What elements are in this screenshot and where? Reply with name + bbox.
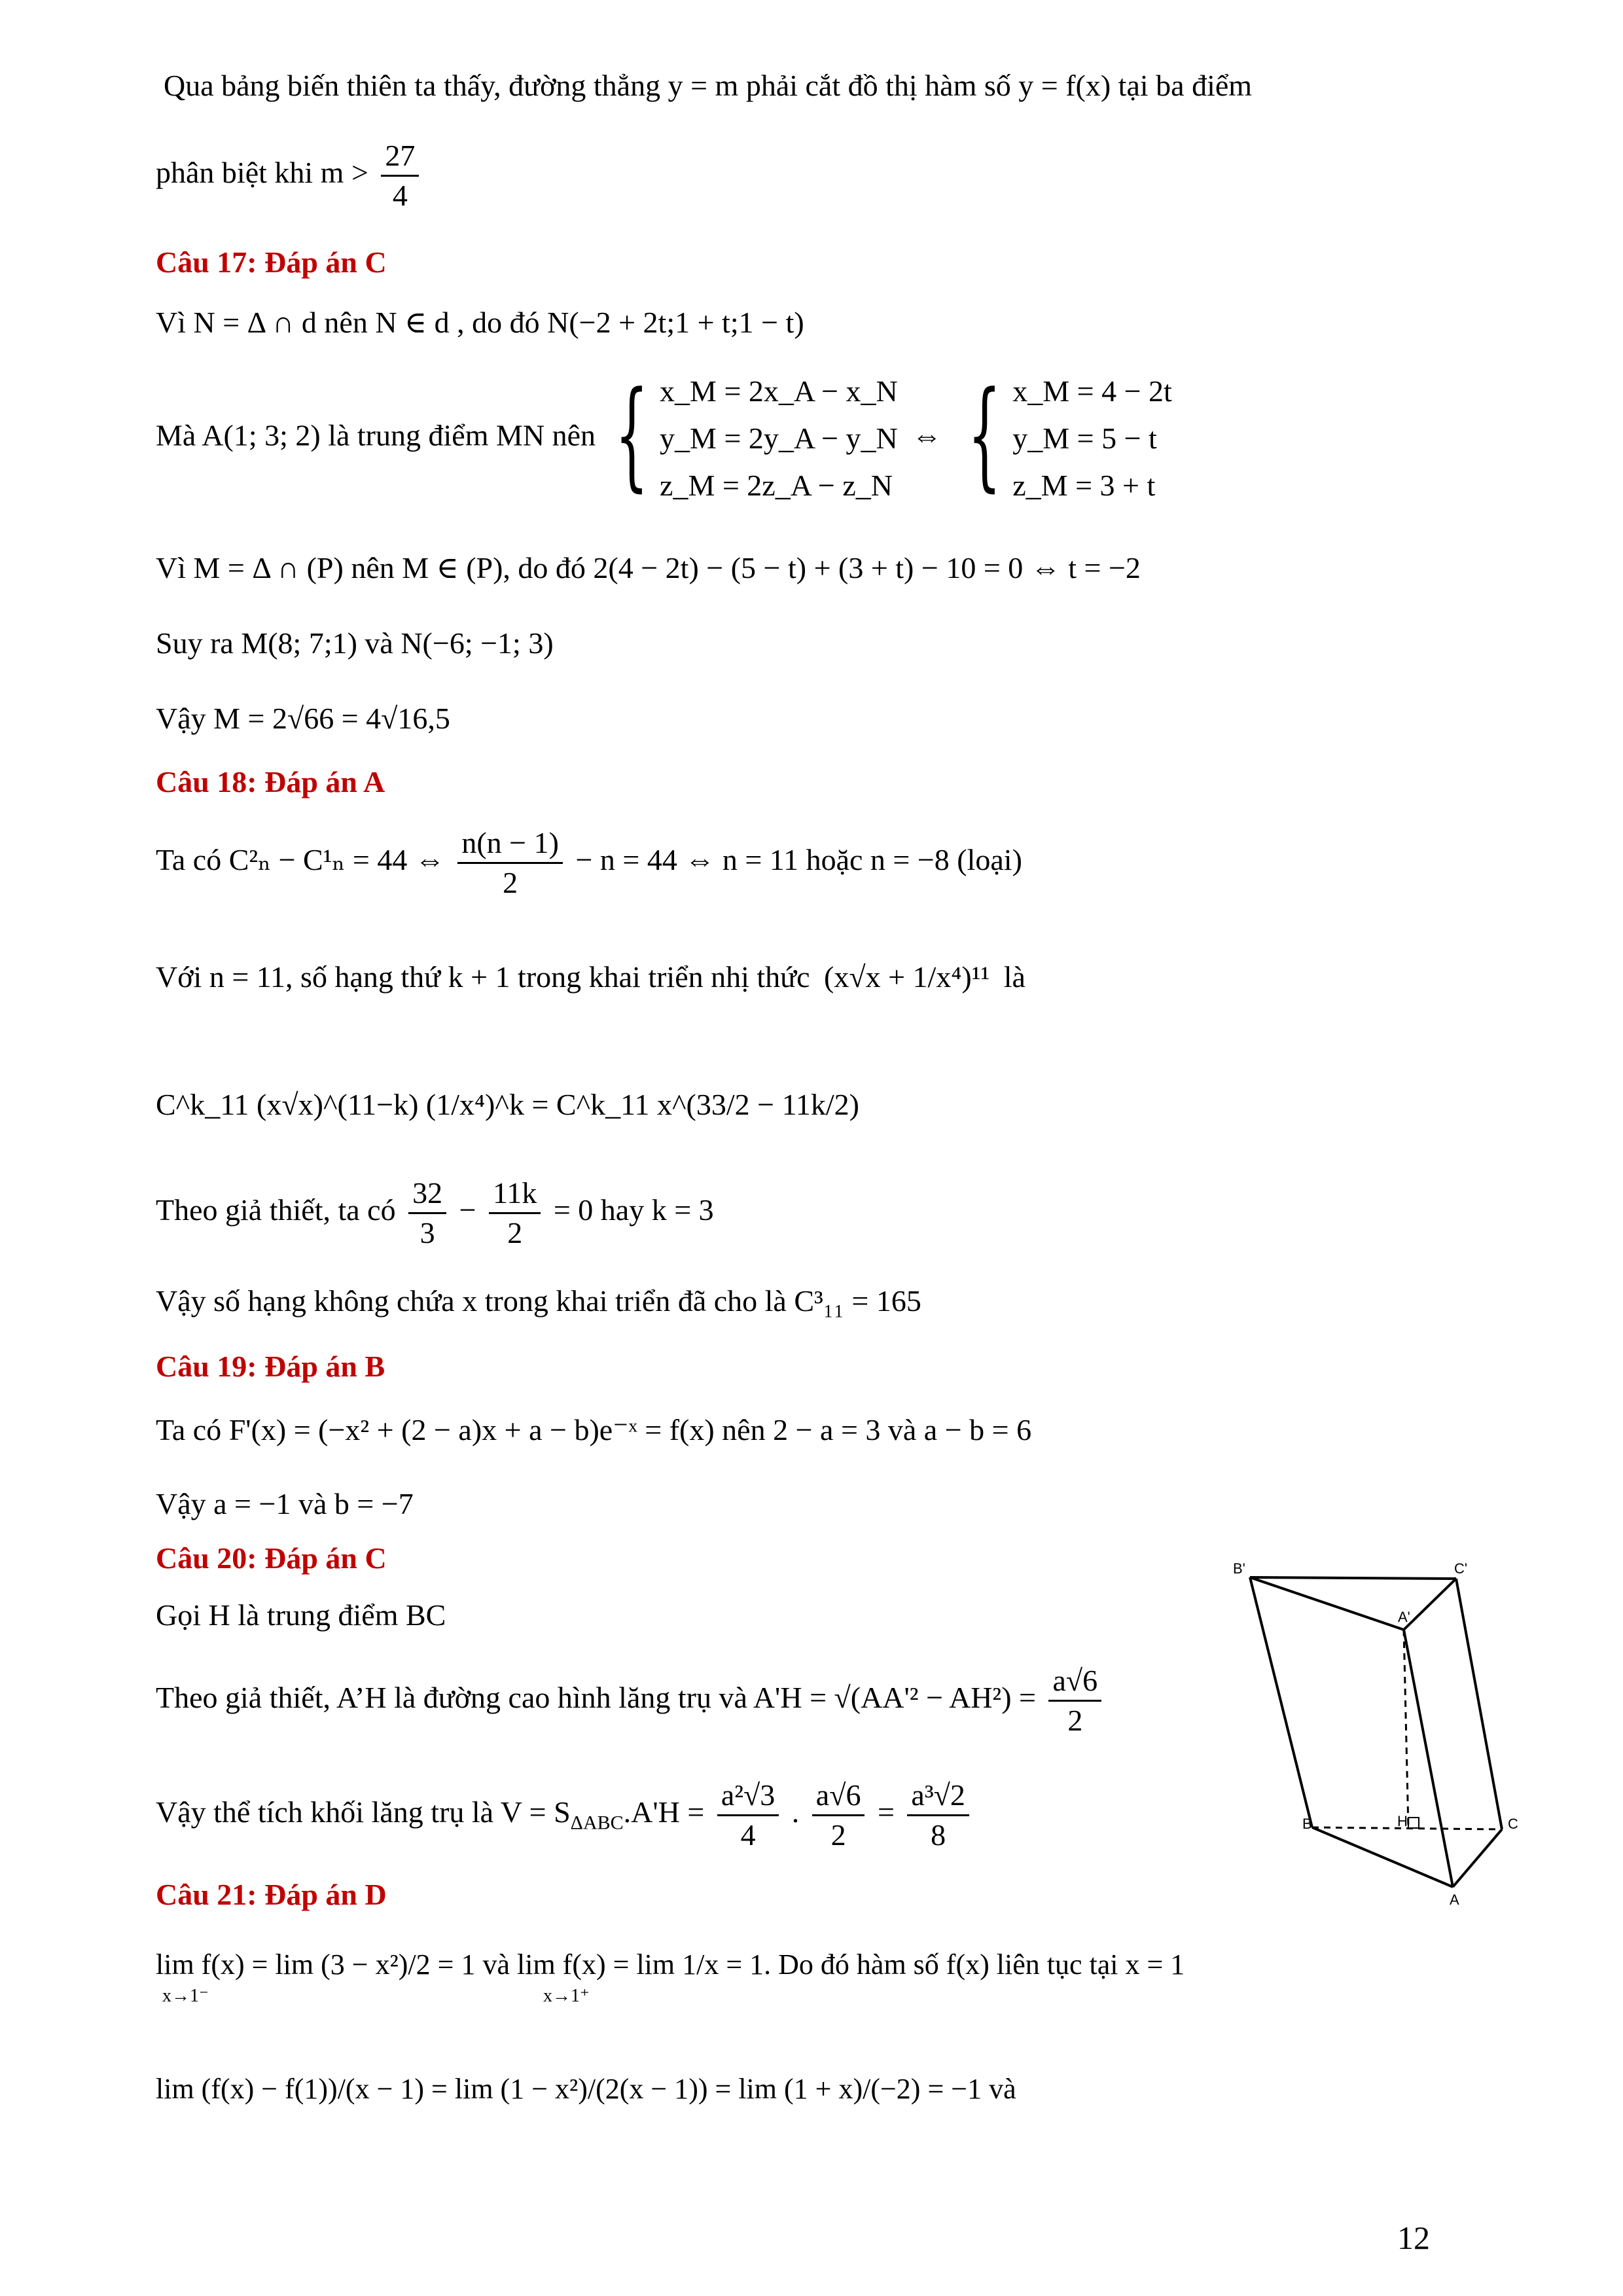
equation: x_M = 2x_A − x_N [660,374,898,408]
limit-subscript: x→1⁺ [543,1986,590,2006]
denominator: 2 [830,1818,846,1852]
edge-c1c [1456,1579,1502,1829]
text-line [156,367,1172,503]
text-line: C^k_11 (x√x)^(11−k) (1/x⁴)^k = C^k_11 x^(33/2 − 11k/2) [156,1088,859,1121]
numerator: 11k [489,1178,541,1214]
question-heading [156,247,387,278]
text-line: Suy ra M(8; 7;1) và N(−6; −1; 3) [156,626,554,660]
numerator: 27 [381,141,419,177]
denominator: 2 [1067,1704,1083,1737]
text-line: Vậy số hạng không chứa x trong khai triển đã cho là C³₁₁ = 165 [156,1284,921,1318]
answer-label: Đáp án B [264,1350,385,1383]
page-number: 12 [1397,2219,1430,2256]
edge-ba [1312,1827,1453,1887]
equivalence-symbol: ⇔ [912,418,942,452]
label-b1: B' [1233,1560,1245,1577]
text-line: Vì N = Δ ∩ d nên N ∈ d , do đó N(−2 + 2t;1 + t;1 − t) [156,306,804,339]
fraction [489,1178,541,1248]
label-c1: C' [1454,1560,1468,1577]
answer-label: Đáp án C [264,1541,387,1575]
equation: y_M = 2y_A − y_N [660,422,898,455]
text-line: Vậy a = −1 và b = −7 [156,1487,414,1520]
right-angle-mark [1408,1818,1419,1828]
equation-system [956,367,1172,503]
subscript: ΔABC [570,1812,624,1834]
question-label: Câu 17: [156,245,265,279]
equation: z_M = 3 + t [1012,469,1156,502]
text-line: Ta có F'(x) = (−x² + (2 − a)x + a − b)e⁻ˣ = f(x) nên 2 − a = 3 và a − b = 6 [156,1413,1032,1446]
edge-b1b [1250,1577,1312,1827]
denominator: 3 [419,1216,435,1249]
text-line [156,141,424,211]
label-c: C [1508,1816,1518,1832]
text-span: Theo giả thiết, A’H là đường cao hình lăng trụ và A'H = √(AA'² − AH²) = [156,1681,1036,1715]
text-line [156,1666,1107,1736]
text-span: = 0 hay k = 3 [553,1193,714,1227]
fraction [408,1178,446,1248]
denominator: 4 [740,1818,756,1852]
numerator: n(n − 1) [457,828,563,864]
answer-label: Đáp án A [264,765,385,798]
text-span: Ta có C²ₙ − C¹ₙ = 44 ⇔ [156,843,445,877]
numerator: a³√2 [907,1780,969,1816]
brace-icon: { [615,367,649,503]
equation: y_M = 5 − t [1012,422,1157,455]
question-label: Câu 19: [156,1350,265,1383]
text-line: lim f(x) = lim (3 − x²)/2 = 1 và lim f(x) = lim 1/x = 1. Do đó hàm số f(x) liên tục tại x = 1 [156,1948,1185,1981]
text-span: Vậy thể tích khối lăng trụ là V = S [156,1795,571,1829]
limit-subscript: x→1⁻ [162,1986,209,2006]
numerator: 32 [408,1178,446,1214]
label-a1: A' [1398,1609,1410,1625]
edge-b1c1 [1250,1577,1456,1579]
text-line: Vì M = Δ ∩ (P) nên M ∈ (P), do đó 2(4 − 2t) − (5 − t) + (3 + t) − 10 = 0 ⇔ t = −2 [156,551,1141,584]
question-heading [156,767,385,797]
numerator: a√6 [812,1780,865,1816]
text-span: Mà A(1; 3; 2) là trung điểm MN nên [156,418,596,452]
text-span: Theo giả thiết, ta có [156,1193,396,1227]
answer-label: Đáp án C [264,245,387,279]
fraction [457,828,563,898]
denominator: 8 [931,1818,946,1852]
label-a: A [1450,1892,1459,1908]
height-a1h [1404,1630,1408,1828]
text-span: phân biệt khi m > [156,156,368,190]
text-span: − n = 44 ⇔ n = 11 hoặc n = −8 (loại) [575,843,1022,877]
equation: x_M = 4 − 2t [1012,374,1172,408]
fraction [1048,1666,1101,1736]
denominator: 2 [507,1216,523,1249]
question-label: Câu 20: [156,1541,265,1575]
text-line [156,828,1022,898]
edge-b1a1 [1250,1577,1404,1630]
fraction [381,141,419,211]
brace-icon: { [967,367,1001,503]
text-line: Qua bảng biến thiên ta thấy, đường thẳng y = m phải cắt đồ thị hàm số y = f(x) tại ba điểm [164,69,1253,102]
edge-a1a [1404,1630,1453,1887]
numerator: a²√3 [717,1780,779,1816]
text-line: Vậy M = 2√66 = 4√16,5 [156,702,450,735]
text-span: Với n = 11, số hạng thứ k + 1 trong khai triển nhị thức [156,960,810,994]
text-span: .A'H = [623,1795,705,1829]
text-line: lim (f(x) − f(1))/(x − 1) = lim (1 − x²)/(2(x − 1)) = lim (1 + x)/(−2) = −1 và [156,2073,1016,2105]
question-heading [156,1880,387,1910]
text-line: Vậy thể tích khối lăng trụ là $V = S_{\Delta ABC}.A'H$ = $\frac{\text{a²√3}}{4}$ . $\frac{a√6}{2}$ = $\frac{\text{a³√2}}{8}$ [156,1780,974,1850]
question-heading [156,1543,387,1573]
numerator: a√6 [1048,1666,1101,1702]
edge-ca [1453,1829,1502,1887]
equation-system [603,367,898,503]
fraction [907,1780,969,1850]
text-line [156,962,1026,992]
question-label: Câu 18: [156,765,265,798]
prism-figure [1230,1558,1544,1911]
equation: z_M = 2z_A − z_N [660,469,893,502]
fraction [717,1780,779,1850]
denominator: 4 [392,179,408,212]
label-h: H [1397,1813,1408,1829]
text-line: Gọi H là trung điểm BC [156,1598,446,1632]
binomial-expression: (x√x + 1/x⁴)¹¹ [824,960,990,994]
question-label: Câu 21: [156,1878,265,1911]
label-b: B [1302,1816,1312,1832]
fraction [812,1780,865,1850]
edge-c1a1 [1404,1579,1456,1630]
text-span: là [1003,960,1026,994]
text-line: Theo giả thiết, ta có $\frac{32}{3}$ − $\frac{11k}{2}$ = 0 hay k = 3 [156,1176,714,1249]
denominator: 2 [503,866,518,899]
question-heading [156,1352,385,1382]
answer-label: Đáp án D [264,1878,387,1911]
